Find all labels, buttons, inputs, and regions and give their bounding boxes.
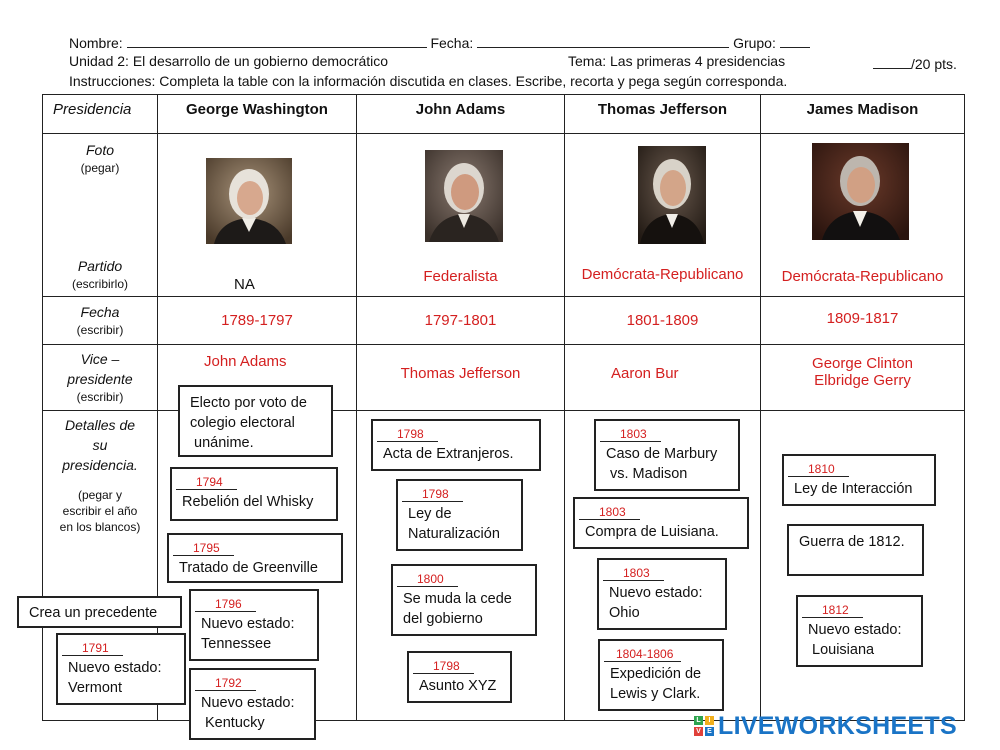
jefferson-fecha[interactable]: 1801-1809: [626, 312, 699, 329]
card-interaccion-text: Ley de Interacción: [794, 481, 913, 497]
logo-squares-icon: [694, 716, 714, 736]
card-cede[interactable]: [391, 564, 537, 636]
card-louisiana-line-1: Nuevo estado:: [808, 622, 902, 638]
name-line: [69, 34, 810, 51]
president-jefferson: Thomas Jefferson: [565, 95, 761, 134]
card-naturalizacion-line-1: Ley de: [408, 506, 452, 522]
president-madison: James Madison: [761, 95, 965, 134]
logo-letter: L: [694, 716, 703, 725]
washington-vice[interactable]: John Adams: [204, 353, 287, 370]
card-kentucky-line-2: Kentucky: [205, 715, 265, 731]
points-blank[interactable]: [873, 55, 911, 69]
logo-text: LIVEWORKSHEETS: [718, 711, 957, 740]
card-louisiana-year[interactable]: 1812: [802, 603, 863, 618]
card-electo-line-2: colegio electoral: [190, 415, 295, 431]
card-marbury-line-2: vs. Madison: [610, 466, 688, 482]
madison-vice-cell: [761, 345, 965, 411]
card-tennessee-line-1: Nuevo estado:: [201, 616, 295, 632]
card-xyz-year[interactable]: 1798: [413, 659, 474, 674]
card-whisky[interactable]: [170, 467, 338, 521]
detalles-sub-3: en los blancos): [59, 520, 141, 534]
corner-label: Presidencia: [43, 95, 158, 134]
card-guerra[interactable]: [787, 524, 924, 576]
jefferson-partido[interactable]: Demócrata-Republicano: [581, 266, 744, 283]
card-whisky-text: Rebelión del Whisky: [182, 494, 314, 510]
card-louisiana[interactable]: [796, 595, 923, 667]
washington-partido[interactable]: NA: [234, 276, 255, 293]
card-whisky-year[interactable]: 1794: [176, 475, 237, 490]
unidad-text: Unidad 2: El desarrollo de un gobierno democrático: [69, 53, 389, 69]
fecha-label: Fecha: [80, 304, 120, 320]
adams-partido[interactable]: Federalista: [423, 268, 498, 285]
card-interaccion-year[interactable]: 1810: [788, 462, 849, 477]
card-cede-line-1: Se muda la cede: [403, 591, 512, 607]
card-greenville[interactable]: [167, 533, 343, 583]
card-extranjeros-text: Acta de Extranjeros.: [383, 446, 514, 462]
fecha-row: [43, 297, 965, 345]
jefferson-vice-cell: [565, 345, 761, 411]
card-xyz-text: Asunto XYZ: [419, 678, 497, 694]
president-washington: George Washington: [158, 95, 357, 134]
card-vermont-line-1: Nuevo estado:: [68, 660, 162, 676]
liveworksheets-logo[interactable]: [694, 712, 957, 740]
card-tennessee[interactable]: [189, 589, 319, 661]
foto-sub: (pegar): [80, 161, 120, 175]
card-tennessee-line-2: Tennessee: [201, 636, 272, 652]
washington-portrait[interactable]: [206, 158, 292, 244]
card-greenville-year[interactable]: 1795: [173, 541, 234, 556]
adams-portrait[interactable]: [425, 150, 503, 242]
table-header-row: [43, 95, 965, 134]
card-lewis[interactable]: [598, 639, 724, 711]
grupo-label: Grupo:: [733, 35, 776, 51]
card-lewis-year[interactable]: 1804-1806: [604, 647, 681, 662]
foto-label: Foto: [85, 142, 114, 158]
card-electo-line-3: unánime.: [194, 435, 254, 451]
card-marbury-line-1: Caso de Marbury: [606, 446, 718, 462]
madison-vice-1[interactable]: George Clinton: [812, 355, 913, 372]
madison-fecha[interactable]: 1809-1817: [826, 310, 899, 327]
vice-label-2: presidente: [67, 371, 133, 387]
jefferson-vice[interactable]: Aaron Bur: [611, 365, 679, 382]
detalles-sub-1: (pegar y: [77, 488, 123, 502]
detalles-label-3: presidencia.: [62, 457, 138, 473]
card-precedente-text: Crea un precedente: [29, 605, 158, 621]
logo-letter: E: [705, 727, 714, 736]
card-ohio[interactable]: [597, 558, 727, 630]
madison-vice-2[interactable]: Elbridge Gerry: [814, 372, 911, 389]
card-marbury-year[interactable]: 1803: [600, 427, 661, 442]
card-ohio-line-1: Nuevo estado:: [609, 585, 703, 601]
card-electo-line-1: Electo por voto de: [190, 395, 307, 411]
logo-letter: V: [694, 727, 703, 736]
madison-fecha-cell: [761, 297, 965, 345]
card-greenville-text: Tratado de Greenville: [179, 560, 318, 576]
card-kentucky-line-1: Nuevo estado:: [201, 695, 295, 711]
card-louisiana-line-2: Louisiana: [812, 642, 875, 658]
adams-fecha-cell: [357, 297, 565, 345]
points-field: [873, 55, 957, 72]
card-vermont-year[interactable]: 1791: [62, 641, 123, 656]
points-label: /20 pts.: [911, 56, 957, 72]
card-luisiana-text: Compra de Luisiana.: [585, 524, 719, 540]
card-luisiana-year[interactable]: 1803: [579, 505, 640, 520]
jefferson-portrait[interactable]: [638, 146, 706, 244]
adams-vice-cell: [357, 345, 565, 411]
card-vermont-line-2: Vermont: [68, 680, 122, 696]
card-ohio-year[interactable]: 1803: [603, 566, 664, 581]
fecha-label: Fecha:: [430, 35, 474, 51]
detalles-label-2: su: [92, 437, 108, 453]
vice-label-1: Vice –: [80, 351, 120, 367]
card-vermont[interactable]: [56, 633, 186, 705]
card-precedente[interactable]: [17, 596, 182, 628]
adams-fecha[interactable]: 1797-1801: [424, 312, 497, 329]
card-tennessee-year[interactable]: 1796: [195, 597, 256, 612]
detalles-label-1: Detalles de: [64, 417, 136, 433]
fecha-sub: (escribir): [76, 323, 124, 337]
partido-sub: (escribirlo): [71, 277, 128, 291]
card-lewis-line-2: Lewis y Clark.: [610, 686, 701, 702]
card-marbury[interactable]: [594, 419, 740, 491]
card-extranjeros-year[interactable]: 1798: [377, 427, 438, 442]
card-lewis-line-1: Expedición de: [610, 666, 702, 682]
madison-portrait[interactable]: [812, 143, 909, 240]
card-ohio-line-2: Ohio: [609, 605, 640, 621]
card-interaccion[interactable]: [782, 454, 936, 506]
card-xyz[interactable]: [407, 651, 512, 703]
partido-label: Partido: [77, 258, 123, 274]
card-kentucky-year[interactable]: 1792: [195, 676, 256, 691]
washington-fecha-cell: [158, 297, 357, 345]
card-naturalizacion-year[interactable]: 1798: [402, 487, 463, 502]
president-adams: John Adams: [357, 95, 565, 134]
tema-text: Tema: Las primeras 4 presidencias: [568, 53, 786, 69]
card-luisiana[interactable]: [573, 497, 749, 549]
fecha-blank[interactable]: [477, 34, 729, 48]
detalles-sub-2: escribir el año: [62, 504, 138, 518]
foto-partido-label: [43, 134, 158, 297]
card-guerra-text: Guerra de 1812.: [799, 534, 905, 550]
adams-vice[interactable]: Thomas Jefferson: [400, 365, 521, 382]
card-extranjeros[interactable]: [371, 419, 541, 471]
grupo-blank[interactable]: [780, 34, 810, 48]
nombre-label: Nombre:: [69, 35, 123, 51]
card-cede-line-2: del gobierno: [403, 611, 483, 627]
madison-partido[interactable]: Demócrata-Republicano: [781, 268, 944, 285]
card-electo[interactable]: [178, 385, 333, 457]
fecha-label-cell: [43, 297, 158, 345]
card-kentucky[interactable]: [189, 668, 316, 740]
logo-letter: I: [705, 716, 714, 725]
vice-sub: (escribir): [76, 390, 124, 404]
card-naturalizacion-line-2: Naturalización: [408, 526, 500, 542]
washington-fecha[interactable]: 1789-1797: [221, 312, 293, 329]
card-naturalizacion[interactable]: [396, 479, 523, 551]
instructions-text: Instrucciones: Completa la table con la información discutida en clases. Escribe, recorta y pega según corresponda.: [69, 73, 788, 89]
card-cede-year[interactable]: 1800: [397, 572, 458, 587]
nombre-blank[interactable]: [127, 34, 427, 48]
vice-label-cell: [43, 345, 158, 411]
jefferson-fecha-cell: [565, 297, 761, 345]
